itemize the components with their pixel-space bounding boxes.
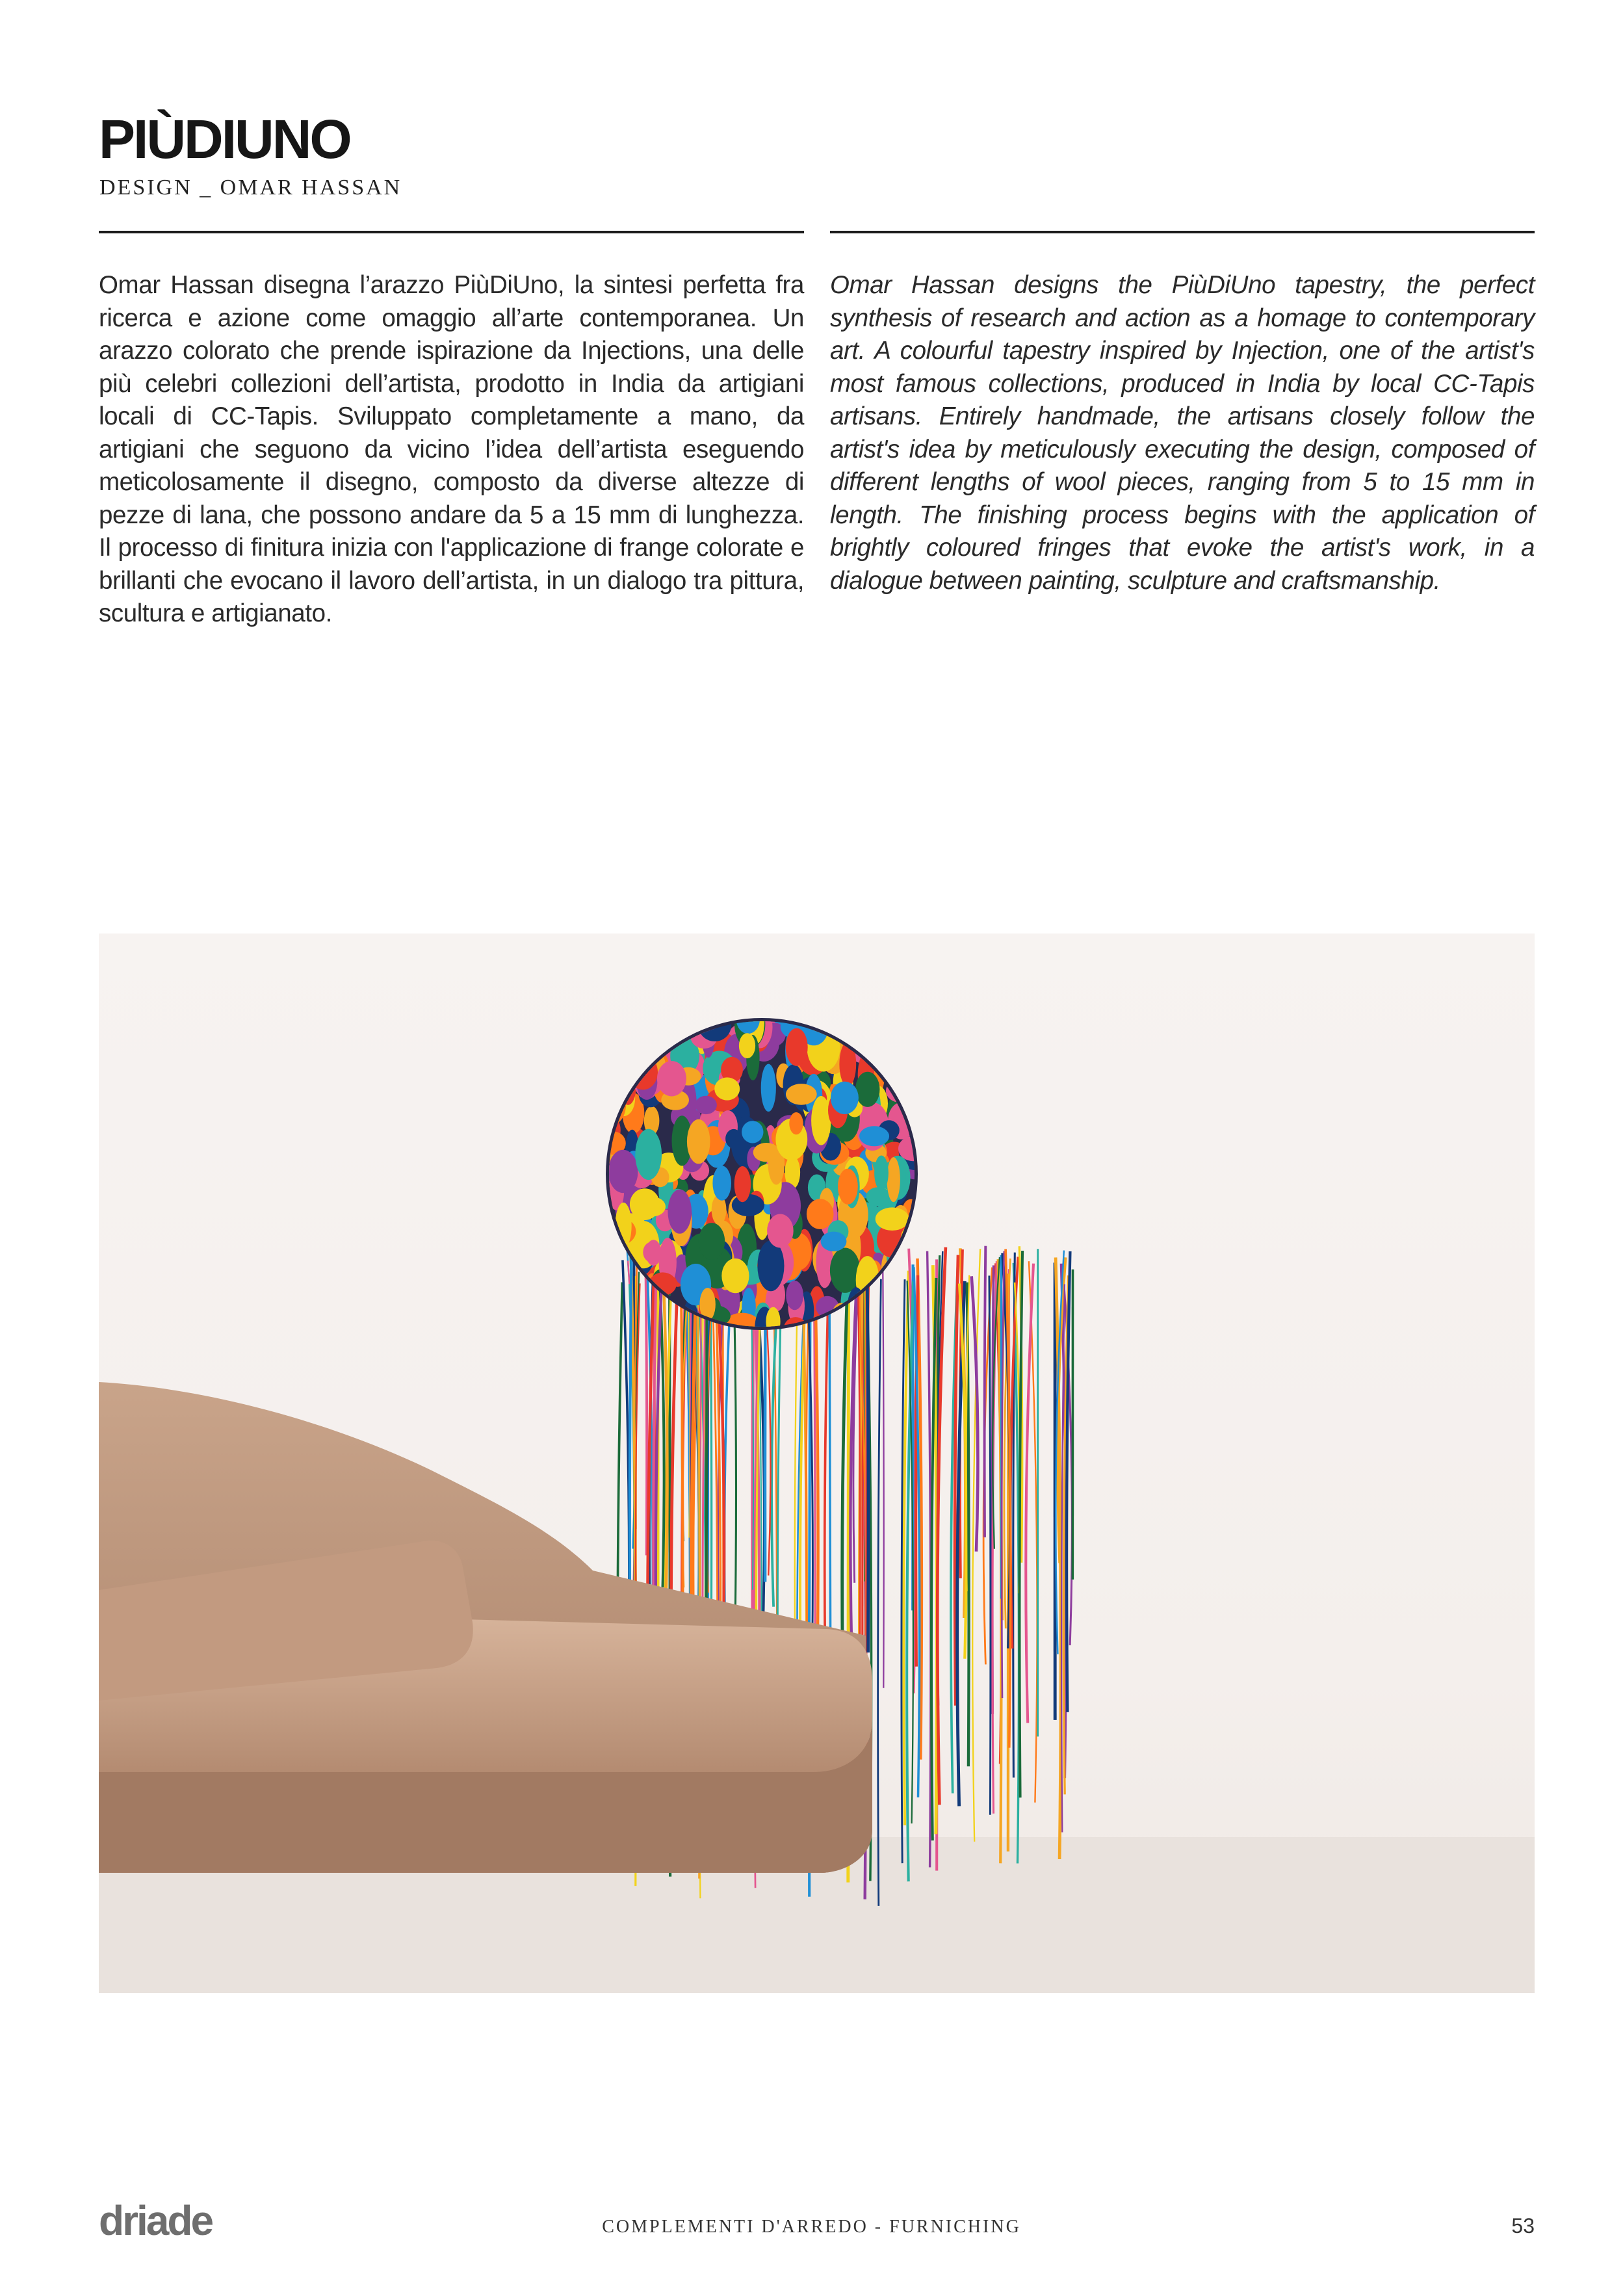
fringe-strand — [867, 1279, 868, 1652]
brand-logo: driade — [99, 2197, 213, 2244]
wool-spot — [644, 1008, 670, 1028]
divider-right — [830, 231, 1535, 233]
wool-spot — [600, 1078, 632, 1097]
wool-spot — [887, 1157, 900, 1202]
wool-spot — [866, 1187, 891, 1206]
fringe-strand — [985, 1246, 986, 1537]
wool-spot — [714, 1077, 740, 1100]
wool-spot — [601, 1041, 620, 1076]
wool-spot — [881, 1003, 912, 1054]
wool-spot — [695, 1096, 717, 1114]
designer-credit: DESIGN _ OMAR HASSAN — [99, 176, 402, 200]
wool-spot — [753, 1143, 780, 1162]
wool-spot — [657, 1061, 686, 1096]
wool-spot — [628, 1054, 658, 1089]
wool-spot — [630, 1013, 659, 1032]
wool-spot — [907, 1071, 928, 1103]
wool-spot — [786, 1028, 808, 1066]
wool-spot — [838, 1169, 858, 1205]
wool-spot — [903, 1000, 918, 1039]
wool-spot — [601, 1011, 634, 1047]
wool-spot — [905, 1078, 920, 1123]
wool-spot — [896, 1002, 918, 1039]
wool-spot — [591, 1239, 624, 1271]
description-italian: Omar Hassan disegna l’arazzo PiùDiUno, la sintesi perfetta fra ricerca e azione come omaggio all’arte contemporanea. Un arazzo colorato che prende ispirazione da Injections, una delle più celebri collezioni dell’artista, prodotto in India da artigiani locali di CC-Tapis. Sviluppato completamente a mano, da artigiani che seguono da vicino l’idea dell’artista eseguendo meticolosamente il disegno, composto da diverse altezze di pezze di lana, che possono andare da 5 a 15 mm di lunghezza. Il processo di finitura inizia con l'applicazione di frange colorate e brillanti che evocano il lavoro dell’artista, in un dialogo tra pittura, scultura e artigianato. — [99, 271, 804, 627]
wool-spot — [623, 1012, 645, 1053]
wool-spot — [647, 1023, 679, 1046]
wool-spot — [668, 1190, 692, 1234]
wool-spot — [616, 1011, 647, 1062]
wool-spot — [742, 1121, 763, 1143]
wool-spot — [786, 1281, 803, 1310]
product-photo — [99, 933, 1535, 1993]
divider-left — [99, 231, 804, 233]
wool-spot — [855, 1072, 879, 1107]
page-title: PIÙDIUNO — [99, 109, 350, 170]
wool-spot — [630, 1001, 647, 1045]
wool-spot — [831, 1082, 859, 1114]
wool-spot — [890, 1052, 909, 1078]
wool-spot — [629, 1038, 642, 1082]
wool-spot — [845, 1024, 873, 1047]
fringe-strand — [878, 1279, 881, 1906]
wool-spot — [599, 1014, 632, 1041]
wool-spot — [789, 1112, 803, 1134]
wool-spot — [734, 1166, 751, 1202]
wool-spot — [725, 1129, 742, 1149]
wool-spot — [721, 1259, 749, 1293]
wool-spot — [623, 1025, 640, 1054]
wool-spot — [605, 1305, 619, 1351]
description-english: Omar Hassan designs the PiùDiUno tapestry, the perfect synthesis of research and action as a homage to contemporary art. A colourful tapestry inspired by Injection, one of the artist's most famous collections, produced in India by local CC-Tapis artisans. Entirely handmade, the artisans closely follow the artist's idea by meticulously executing the design, composed of different lengths of wool pieces, ranging from 5 to 15 mm in length. The finishing process begins with the application of brightly coloured fringes that evoke the artist's work, in a dialogue between painting, sculpture and craftsmanship. — [830, 271, 1535, 595]
wool-spot — [665, 1008, 691, 1034]
fringe-strand — [928, 1251, 931, 1868]
fringe-strand — [646, 1266, 647, 1556]
wool-spot — [687, 1119, 710, 1164]
wool-spot — [896, 1007, 929, 1052]
wool-spot — [699, 1223, 725, 1260]
tapestry-scene — [99, 933, 1535, 1993]
wool-spot — [811, 1096, 831, 1145]
wool-spot — [599, 1240, 621, 1262]
footer-section-title: COMPLEMENTI D'ARREDO - FURNICHING — [602, 2217, 1021, 2237]
wool-spot — [894, 1026, 918, 1075]
wool-spot — [807, 1199, 834, 1229]
page-number: 53 — [1511, 2214, 1535, 2237]
wool-spot — [877, 1047, 901, 1075]
wool-spot — [877, 1034, 905, 1075]
wool-spot — [757, 1240, 784, 1291]
wool-spot — [767, 1214, 794, 1248]
wool-spot — [859, 1126, 889, 1146]
wool-spot — [712, 1166, 731, 1200]
wool-spot — [786, 1084, 817, 1105]
wool-spot — [911, 1010, 924, 1036]
wool-spot — [643, 1242, 660, 1262]
wool-spot — [630, 1188, 660, 1220]
wool-spot — [890, 1036, 910, 1056]
wool-spot — [830, 1248, 860, 1293]
wool-spot — [821, 1232, 847, 1251]
wool-spot — [604, 1082, 626, 1123]
wool-spot — [861, 1029, 874, 1058]
wool-spot — [857, 1009, 878, 1045]
fringe-strand — [883, 1246, 884, 1688]
wool-spot — [838, 1007, 868, 1039]
wool-spot — [739, 1033, 755, 1058]
wool-spot — [761, 1064, 776, 1112]
wool-spot — [608, 1150, 638, 1193]
wool-spot — [635, 1129, 662, 1180]
wool-spot — [603, 1068, 633, 1088]
fringe-strand — [989, 1275, 991, 1814]
wool-spot — [876, 1207, 909, 1231]
wool-spot — [874, 1156, 889, 1191]
